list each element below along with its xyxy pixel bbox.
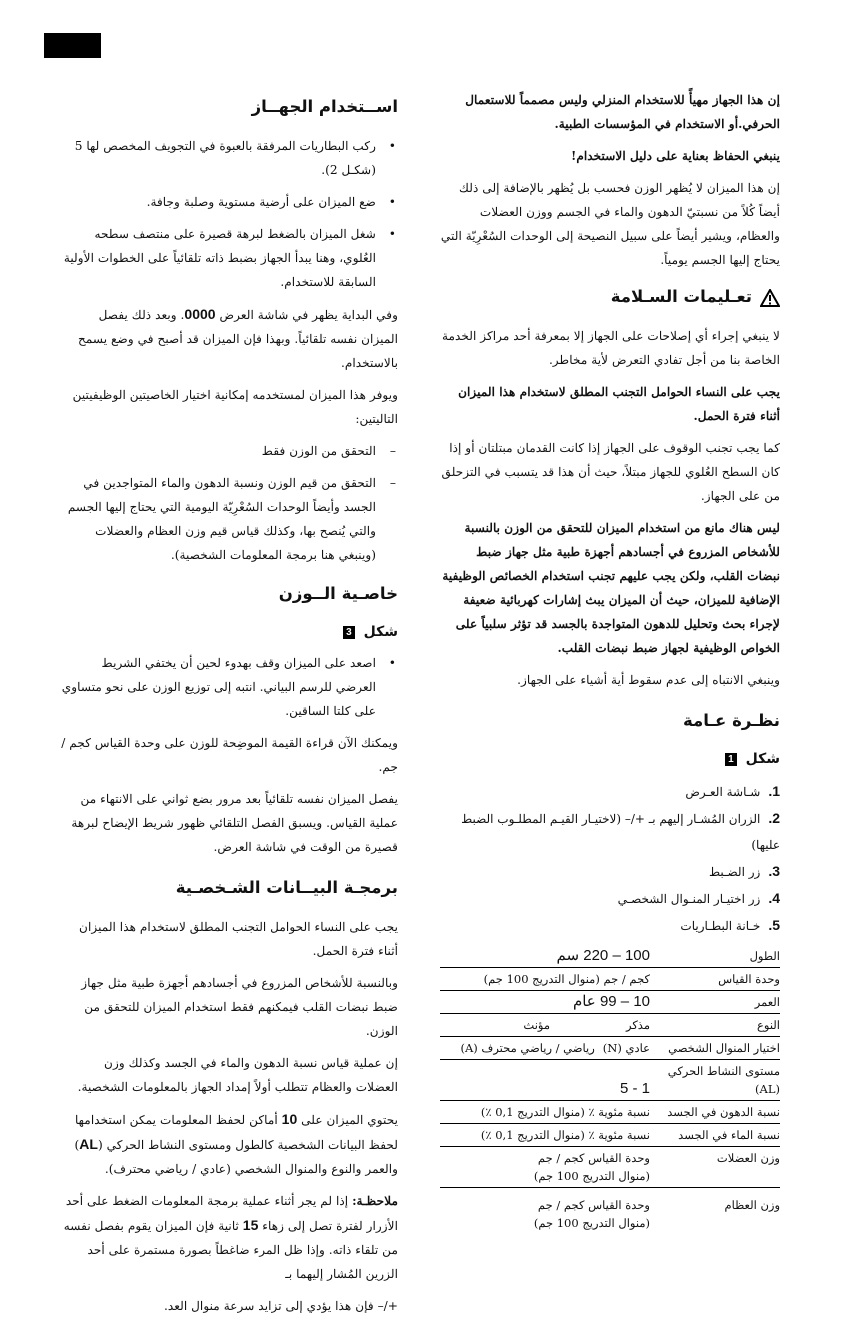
list-item: • شغل الميزان بالضغط لبرهة قصيرة على منتصف سطحه العُلوي، وهنا يبدأ الجهاز بضبط ذاته تلقائياً على الخطوات الأولية السابقة للاستخدام.	[63, 227, 396, 289]
usage-dashes	[58, 439, 398, 567]
intro-text: إن هذا الميزان لا يُظهر الوزن فحسب بل يُظهر بالإضافة إلى ذلك أيضاً كُلاً من نسبتيّ الدهون والماء في الجسم ووزن العضلات والعظام، ويشير أيضاً على سبيل النصيحة إلى الوحدات السُعْرِيّة التي يحتاج إليها الجسم يومياً.	[440, 181, 780, 267]
left-column	[58, 88, 398, 1326]
usage-title: اســتخدام الجهــاز	[251, 97, 398, 116]
personal-p1: يجب على النساء الحوامل التجنب المطلق لاستخدام هذا الميزان أثناء فترة الحمل.	[79, 920, 398, 958]
list-item: – التحقق من قيم الوزن ونسبة الدهون والماء المتواجدين في الجسد وأيضاً الوحدات السُعْرِيّة اليومية التي يحتاج إليها الجسم والتي يُنصح بها، وكذلك قياس قيم وزن العظام والعضلات (وينبغي هنا برمجة المعلومات الشخصية).	[67, 476, 396, 562]
table-row: وزن العظام وحدة القياس كجم / جم (منوال التدريج 100 جم)	[533, 1198, 780, 1230]
overview-figure-label: شكل 1	[440, 748, 780, 770]
list-item: • اصعد على الميزان وقف بهدوء لحين أن يختفي الشريط العرضي للرسم البياني. انتبه إلى توزيع الوزن على نحو متساوي على كلتا الساقين.	[61, 656, 396, 718]
overview-parts-list	[440, 778, 780, 939]
list-item: 1.شـاشة العـرض	[685, 783, 780, 799]
table-row: العمر 10 – 99 عام	[440, 991, 780, 1014]
note-label: ملاحظـة:	[352, 1194, 398, 1208]
safety-pacemaker-warning: ليس هناك مانع من استخدام الميزان للتحقق من الوزن بالنسبة للأشخاص المزروع في أجسادهم أجهزة طبية مثل جهاز ضبط نبضات القلب، ولكن يجب عليهم تجنب استخدام الخصائص الوظيفية الإضافية للميزان، حيث أن الميزان يبث إشارات كهربائية ضعيفة لإجراء بحث وتحليل للدهون المتواجدة بالجسد قد تؤثر سلبياً على الخواص الوظيفية لجهاز ضبط نبضات القلب.	[442, 521, 780, 655]
weight-bullets	[58, 651, 398, 723]
safety-title: تعـليمات السـلامة	[440, 284, 780, 310]
safety-p5: وينبغي الانتباه إلى عدم سقوط أية أشياء على الجهاز.	[517, 673, 780, 687]
figure-number-badge: 3	[343, 626, 355, 639]
keep-manual-note: ينبغي الحفاظ بعناية على دليل الاستخدام!	[571, 149, 780, 163]
table-row: نسبة الدهون في الجسد نسبة مئوية ٪ (منوال التدريج 0,1 ٪)	[440, 1101, 780, 1124]
table-row: وحدة القياس كجم / جم (منوال التدريج 100 جم)	[440, 968, 780, 991]
table-row: مستوى النشاط الحركي (AL) 1 - 5	[619, 1064, 780, 1097]
table-row: النوع مذكرمؤنث	[440, 1014, 780, 1037]
list-item: • ضع الميزان على أرضية مستوية وصلبة وجافة.	[146, 195, 396, 209]
safety-pregnant-warning: يجب على النساء الحوامل التجنب المطلق لاستخدام هذا الميزان أثناء فترة الحمل.	[458, 385, 780, 423]
overview-title: نظـرة عـامة	[683, 711, 780, 730]
table-row: اختيار المنوال الشخصي عادي (N)رياضي / رياضي محترف (A)	[440, 1037, 780, 1060]
intro-bold: إن هذا الجهاز مهيأً للاستخدام المنزلي وليس مصمماً للاستعمال الحرفي.أو الاستخدام في المؤسسات الطبية.	[465, 93, 780, 131]
personal-note: ملاحظـة: إذا لم يجر أثناء عملية برمجة المعلومات الضغط على أحد الأزرار لفترة تصل إلى زهاء 15 ثانية فإن الميزان يقوم بفصل نفسه من تلقاء ذاته. وإذا ظل المرء ضاغطاً بصورة مستمرة على أحد الزرين المُشار إليهما بـ	[63, 1194, 398, 1281]
usage-p2: ويوفر هذا الميزان لمستخدمه إمكانية اختيار الخاصيتين الوظيفيتين التاليتين:	[72, 388, 398, 426]
personal-p4: يحتوي الميزان على 10 أماكن لحفظ المعلومات يمكن استخدامها لحفظ البيانات الشخصية كالطول ومستوى النشاط الحركي (AL) والعمر والنوع والمنوال الشخصي (عادي / رياضي محترف).	[74, 1111, 398, 1176]
safety-p3: كما يجب تجنب الوقوف على الجهاز إذا كانت القدمان مبتلتان أو إذا كان السطح العُلوي للجهاز مبتلاً، حيث أن هذا قد يتسبب في التزحلق من على الجهاز.	[441, 441, 780, 503]
page-marker-bar	[44, 33, 101, 58]
weight-figure-label: شكل 3	[58, 621, 398, 643]
spec-table	[440, 945, 780, 1234]
list-item: 4.زر اختيـار المنـوال الشخصـي	[617, 890, 780, 906]
personal-p2: وبالنسبة للأشخاص المزروع في أجسادهم أجهزة طبية مثل جهاز ضبط نبضات القلب فيمكنهم فقط استخدام الميزان للتحقق من الوزن.	[81, 976, 398, 1038]
list-item: • ركب البطاريات المرفقة بالعبوة في التجويف المخصص لها 5 (شكـل 2).	[74, 139, 396, 177]
usage-bullets	[58, 134, 398, 294]
personal-note-end: +/– فإن هذا يؤدي إلى تزايد سرعة منوال العد.	[163, 1299, 398, 1313]
usage-p1: وفي البداية يظهر في شاشة العرض 0000. وبعد ذلك يفصل الميزان نفسه تلقائياً. وبهذا فإن الميزان قد أصبح في وضع يسمح بالاستخدام.	[78, 306, 398, 370]
right-column	[440, 88, 780, 1234]
warning-triangle-icon	[760, 289, 780, 307]
weight-p2: يفصل الميزان نفسه تلقائياً بعد مرور بضع ثواني على الانتهاء من عملية القياس. ويسبق الفصل التلقائي ظهور شريط الإيضاح لبرهة قصيرة من الوقت في شاشة العرض.	[71, 792, 398, 854]
table-row: الطول 100 – 220 سم	[440, 945, 780, 968]
figure-number-badge: 1	[725, 753, 737, 766]
table-row: نسبة الماء في الجسد نسبة مئوية ٪ (منوال التدريج 0,1 ٪)	[440, 1124, 780, 1147]
list-item: 2.الزران المُشـار إليهم بـ +/– (لاختيـار القيـم المطلـوب الضبط عليها)	[461, 810, 780, 852]
weight-p1: ويمكنك الآن قراءة القيمة الموضِحة للوزن على وحدة القياس كجم / جم.	[61, 736, 398, 774]
safety-p1: لا ينبغي إجراء أي إصلاحات على الجهاز إلا بمعرفة أحد مراكز الخدمة الخاصة بنا من أجل تفادي التعرض لأية مخاطر.	[441, 329, 780, 367]
display-code: 0000	[184, 306, 216, 322]
personal-title: برمجـة البيــانات الشـخصـية	[175, 878, 398, 897]
table-row: وزن العضلات وحدة القياس كجم / جم (منوال التدريج 100 جم)	[440, 1147, 780, 1188]
list-item: 5.خـانة البطـاريات	[680, 917, 780, 933]
weight-title: خاصـية الــوزن	[278, 584, 398, 603]
list-item: 3.زر الضـبط	[708, 863, 780, 879]
personal-p3: إن عملية قياس نسبة الدهون والماء في الجسد وكذلك وزن العضلات والعظام تتطلب أولاً إمداد الجهاز بالمعلومات الشخصية.	[77, 1056, 398, 1094]
list-item: – التحقق من الوزن فقط	[261, 444, 396, 458]
